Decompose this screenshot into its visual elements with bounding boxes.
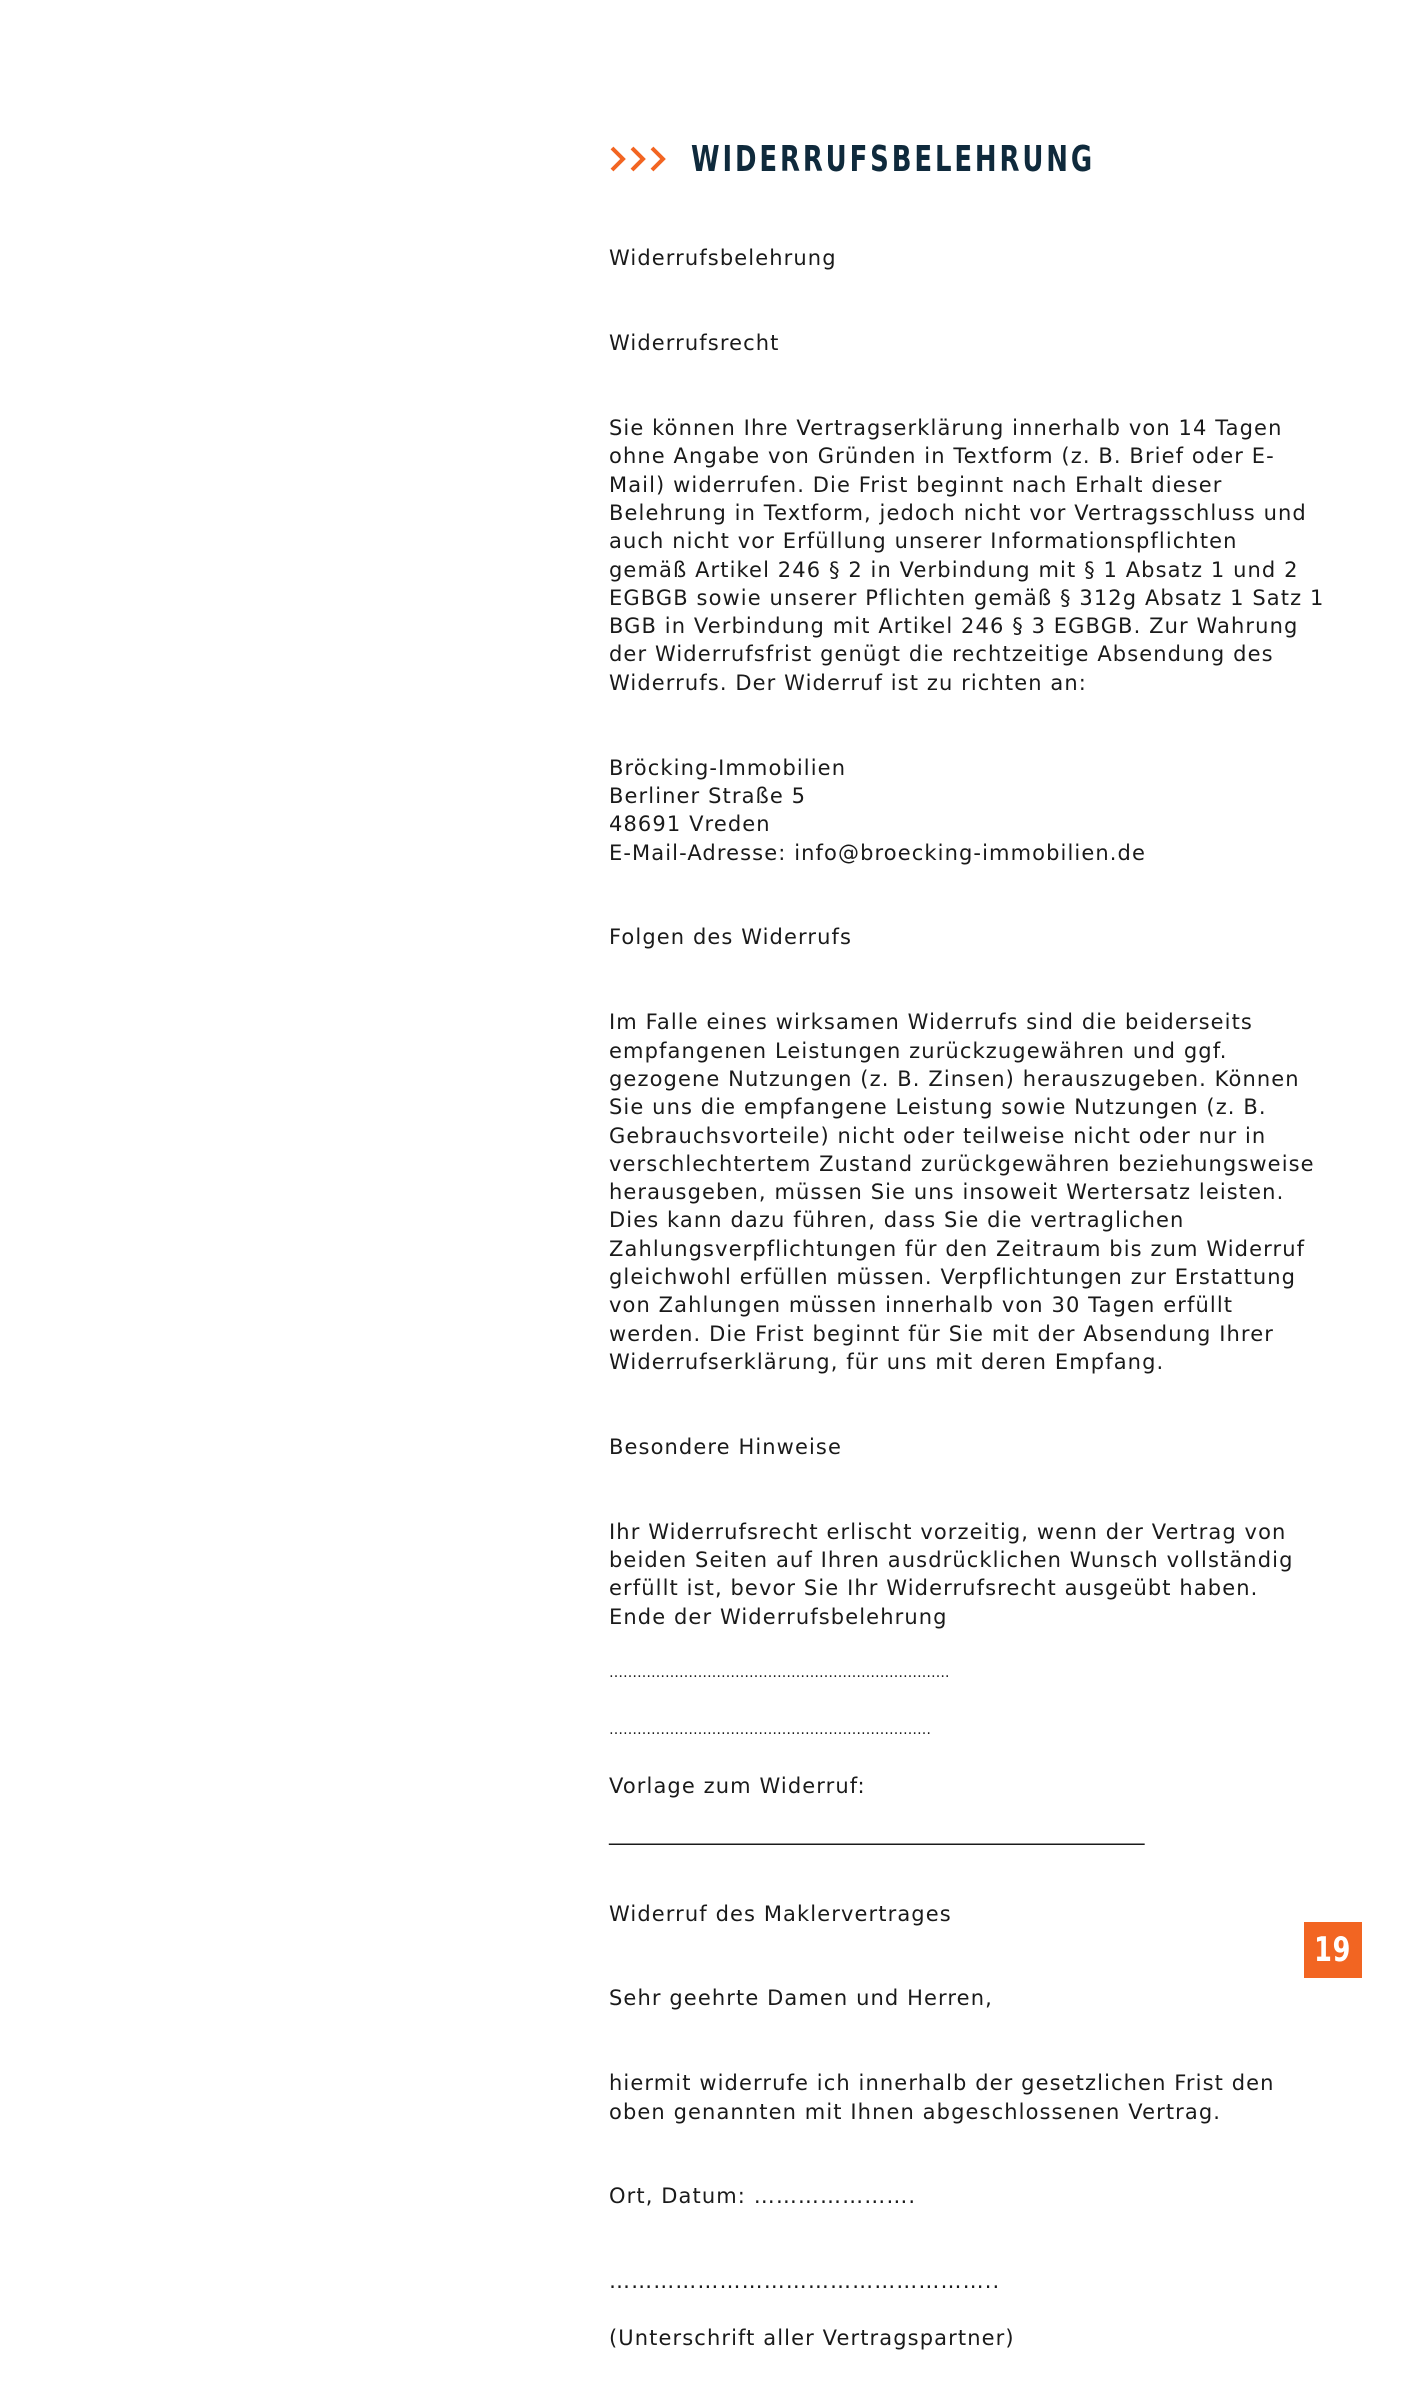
dotted-line-2: …………………………………………………………… [609, 1721, 931, 1738]
template-body: hiermit widerrufe ich innerhalb der gesetzlichen Frist den oben genannten mit Ihnen abgeschlossenen Vertrag. [609, 2071, 1275, 2124]
chevrons [609, 144, 667, 174]
paragraph-hinweise: Ihr Widerrufsrecht erlischt vorzeitig, wenn der Vertrag von beiden Seiten auf Ihren ausdrücklichen Wunsch vollständig erfüllt ist, bevor Sie Ihr Widerrufsrecht ausgeübt haben. Ende der Widerrufsbelehrung [609, 1519, 1294, 1629]
place-date-line: Ort, Datum: …………………. [609, 2184, 917, 2209]
paragraph-title: Widerrufsbelehrung [609, 246, 837, 271]
chevron-right-icon [629, 144, 647, 174]
page-number: 19 [1314, 1930, 1352, 1970]
paragraph-widerrufsrecht: Sie können Ihre Vertragserklärung innerhalb von 14 Tagen ohne Angabe von Gründen in Textform (z. B. Brief oder E- Mail) widerrufen. Die Frist beginnt nach Erhalt dieser Belehrung in Textform, jedoch nicht vor Vertragsschluss und auch nicht vor Erfüllung unserer Informationspflichten gemäß Artikel 246 § 2 in Verbindung mit § 1 Absatz 1 und 2 EGBGB sowie unserer Pflichten gemäß § 312g Absatz 1 Satz 1 BGB in Verbindung mit Artikel 246 § 3 EGBGB. Zur Wahrung der Widerrufsfrist genügt die rechtzeitige Absendung des Widerrufs. Der Widerruf ist zu richten an: [609, 416, 1325, 695]
underline-rule: ___________________________________________________ [609, 1820, 1145, 1845]
template-heading: Vorlage zum Widerruf: [609, 1774, 866, 1799]
chevron-right-icon [649, 144, 667, 174]
signature-line: …………………………………………….. [609, 2269, 1001, 2294]
subheading-folgen: Folgen des Widerrufs [609, 925, 853, 950]
section-heading [609, 138, 1252, 180]
template-subject: Widerruf des Maklervertrages [609, 1901, 952, 1926]
signature-caption: (Unterschrift aller Vertragspartner) [609, 2325, 1015, 2350]
chevron-right-icon [609, 144, 627, 174]
subheading-hinweise: Besondere Hinweise [609, 1434, 842, 1459]
page-number-badge [1304, 1922, 1362, 1978]
paragraph-folgen: Im Falle eines wirksamen Widerrufs sind die beiderseits empfangenen Leistungen zurückzugewähren und ggf. gezogene Nutzungen (z. B. Zinsen) herauszugeben. Können Sie uns die empfangene Leistung sowie Nutzungen (z. B. Gebrauchsvorteile) nicht oder teilweise nicht oder nur in verschlechtertem Zustand zurückgewähren beziehungsweise herausgeben, müssen Sie uns insoweit Wertersatz leisten. Dies kann dazu führen, dass Sie die vertraglichen Zahlungsverpflichtungen für den Zeitraum bis zum Widerruf gleichwohl erfüllen müssen. Verpflichtungen zur Erstattung von Zahlungen müssen innerhalb von 30 Tagen erfüllt werden. Die Frist beginnt für Sie mit der Absendung Ihrer Widerrufserklärung, für uns mit deren Empfang. [609, 1010, 1315, 1374]
address-block: Bröcking-Immobilien Berliner Straße 5 48691 Vreden E-Mail-Adresse: info@broecking-immobilien.de [609, 755, 1146, 865]
document-body [609, 216, 1352, 2381]
page-title: WIDERRUFSBELEHRUNG [691, 138, 1095, 180]
subheading-widerrufsrecht: Widerrufsrecht [609, 331, 780, 356]
dotted-line-1: ………………………………………………………………. [609, 1665, 950, 1682]
template-salutation: Sehr geehrte Damen und Herren, [609, 1986, 993, 2011]
